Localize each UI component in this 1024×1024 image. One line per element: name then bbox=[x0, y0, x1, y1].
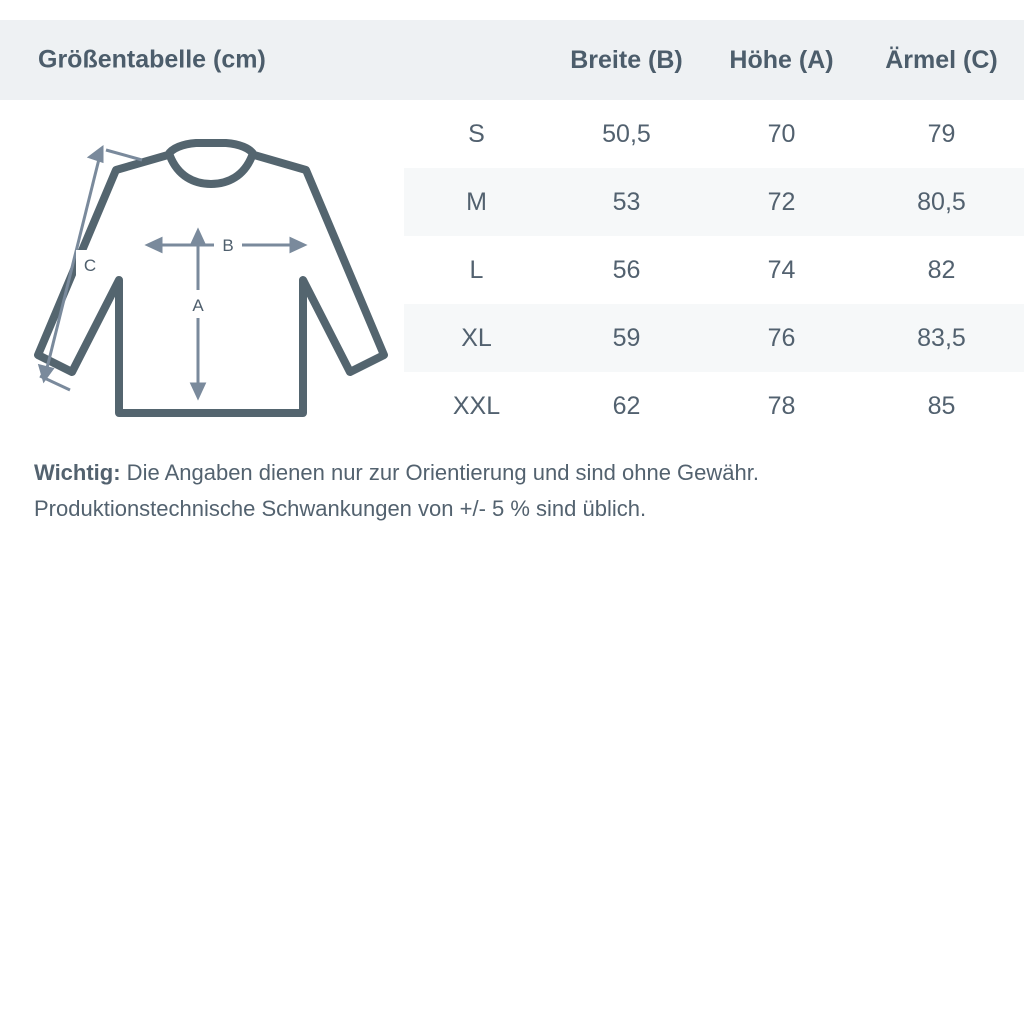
disclaimer-strong: Wichtig: bbox=[34, 460, 121, 485]
header-cell-width: Breite (B) bbox=[570, 45, 683, 74]
size-table-body bbox=[404, 100, 1024, 440]
cell-sleeve: 82 bbox=[927, 255, 956, 284]
cell-sleeve: 85 bbox=[927, 391, 956, 420]
header-cell-sleeve: Ärmel (C) bbox=[885, 45, 998, 74]
cell-size: XL bbox=[461, 323, 492, 352]
disclaimer-line2: Produktionstechnische Schwankungen von +/- 5 % sind üblich. bbox=[34, 496, 647, 521]
cell-height: 76 bbox=[767, 323, 796, 352]
cell-width: 50,5 bbox=[602, 119, 651, 148]
cell-sleeve: 79 bbox=[927, 119, 956, 148]
cell-size: L bbox=[469, 255, 484, 284]
header-cell-height: Höhe (A) bbox=[729, 45, 834, 74]
cell-size: M bbox=[466, 187, 487, 216]
disclaimer-line1: Die Angaben dienen nur zur Orientierung und sind ohne Gewähr. bbox=[120, 460, 759, 485]
label-c: C bbox=[83, 256, 97, 275]
cell-height: 72 bbox=[767, 187, 796, 216]
label-a: A bbox=[192, 296, 204, 315]
cell-width: 56 bbox=[612, 255, 641, 284]
table-row bbox=[404, 304, 1024, 372]
garment-diagram bbox=[20, 120, 400, 430]
table-row bbox=[404, 168, 1024, 236]
cell-height: 74 bbox=[767, 255, 796, 284]
table-row bbox=[404, 372, 1024, 440]
cell-height: 78 bbox=[767, 391, 796, 420]
cell-size: S bbox=[468, 119, 485, 148]
table-row bbox=[404, 236, 1024, 304]
cell-width: 53 bbox=[612, 187, 641, 216]
header-columns bbox=[404, 20, 1024, 100]
sweatshirt-icon bbox=[20, 120, 400, 430]
page-title: Größentabelle (cm) bbox=[38, 45, 266, 74]
table-row bbox=[404, 100, 1024, 168]
cell-size: XXL bbox=[452, 391, 501, 420]
cell-height: 70 bbox=[767, 119, 796, 148]
cell-sleeve: 80,5 bbox=[917, 187, 966, 216]
cell-width: 62 bbox=[612, 391, 641, 420]
label-b: B bbox=[222, 236, 234, 255]
cell-width: 59 bbox=[612, 323, 641, 352]
table-header bbox=[0, 20, 1024, 100]
cell-sleeve: 83,5 bbox=[917, 323, 966, 352]
disclaimer-note bbox=[34, 455, 994, 527]
